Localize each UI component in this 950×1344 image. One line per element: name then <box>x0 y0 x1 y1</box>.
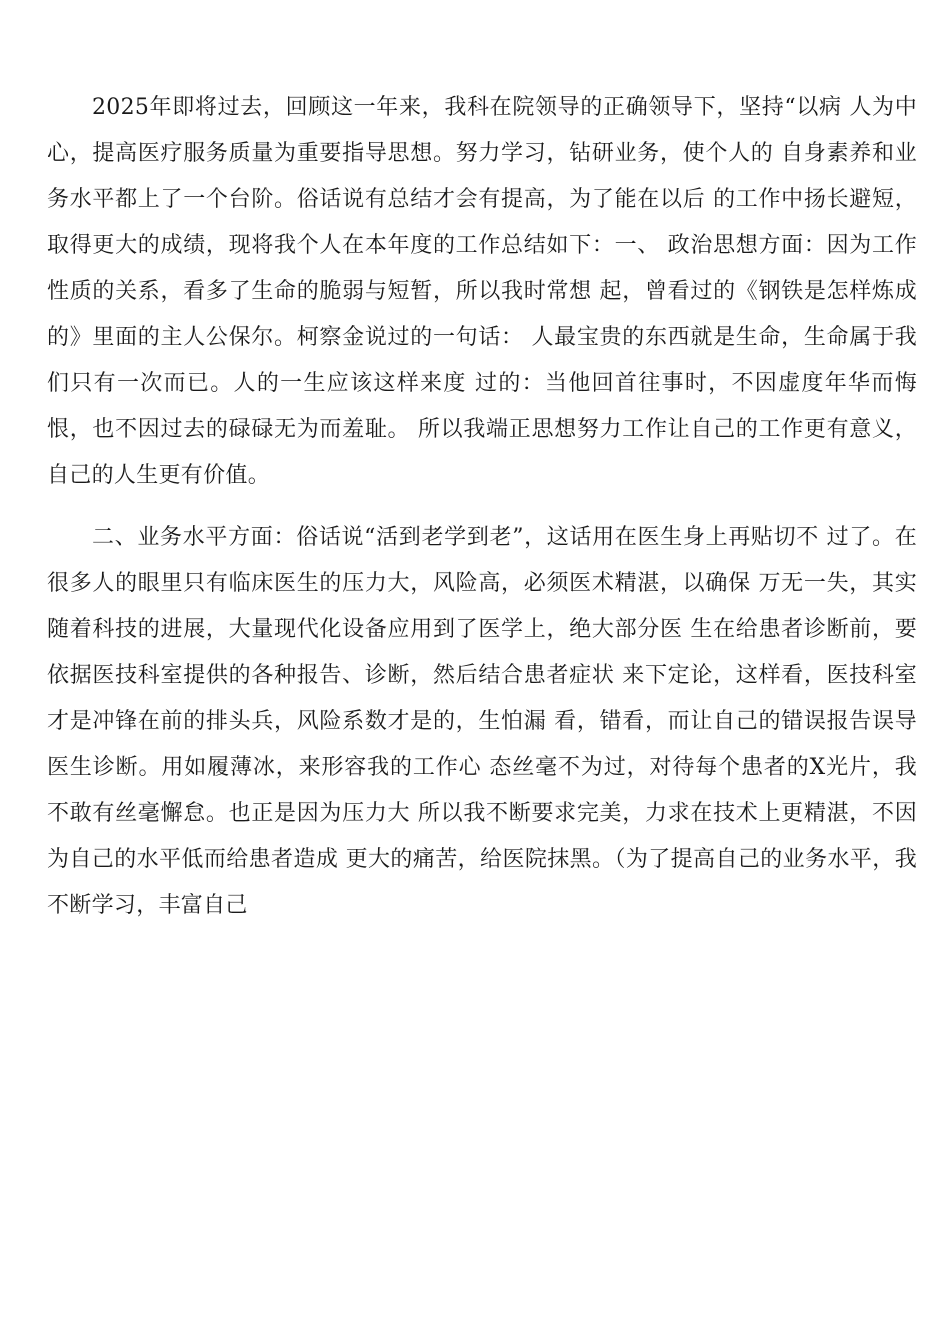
paragraph-professional-level: 二、业务水平方面：俗话说“活到老学到老”，这话用在医生身上再贴切不 过了。在很多人的眼里只有临床医生的压力大，风险高，必须医术精湛，以确保 万无一失，其实随着科技的进展，大量现代化设备应用到了医学上，绝大部分医 生在给患者诊断前，要依据医技科室提供的各种报告、诊断，然后结合患者症状 来下定论，这样看，医技科室才是冲锋在前的排头兵，风险系数才是的，生怕漏 看，错看，而让自己的错误报告误导医生诊断。用如履薄冰，来形容我的工作心 态丝毫不为过，对待每个患者的X光片，我不敢有丝毫懈怠。也正是因为压力大 所以我不断要求完美，力求在技术上更精湛，不因为自己的水平低而给患者造成 更大的痛苦，给医院抹黑。（为了提高自己的业务水平，我不断学习，丰富自己 <box>47 525 917 918</box>
document-page <box>47 85 917 929</box>
paragraph-annual-summary-intro: 2025年即将过去，回顾这一年来，我科在院领导的正确领导下，坚持“以病 人为中心，提高医疗服务质量为重要指导思想。努力学习，钻研业务，使个人的 自身素养和业务水平都上了一个台阶。俗话说有总结才会有提高，为了能在以后 的工作中扬长避短，取得更大的成绩，现将我个人在本年度的工作总结如下：一、 政治思想方面：因为工作性质的关系，看多了生命的脆弱与短暂，所以我时常想 起，曾看过的《钢铁是怎样炼成的》里面的主人公保尔。柯察金说过的一句话： 人最宝贵的东西就是生命，生命属于我们只有一次而已。人的一生应该这样来度 过的：当他回首往事时，不因虚度年华而悔恨，也不因过去的碌碌无为而羞耻。 所以我端正思想努力工作让自己的工作更有意义，自己的人生更有价值。 <box>47 95 917 488</box>
